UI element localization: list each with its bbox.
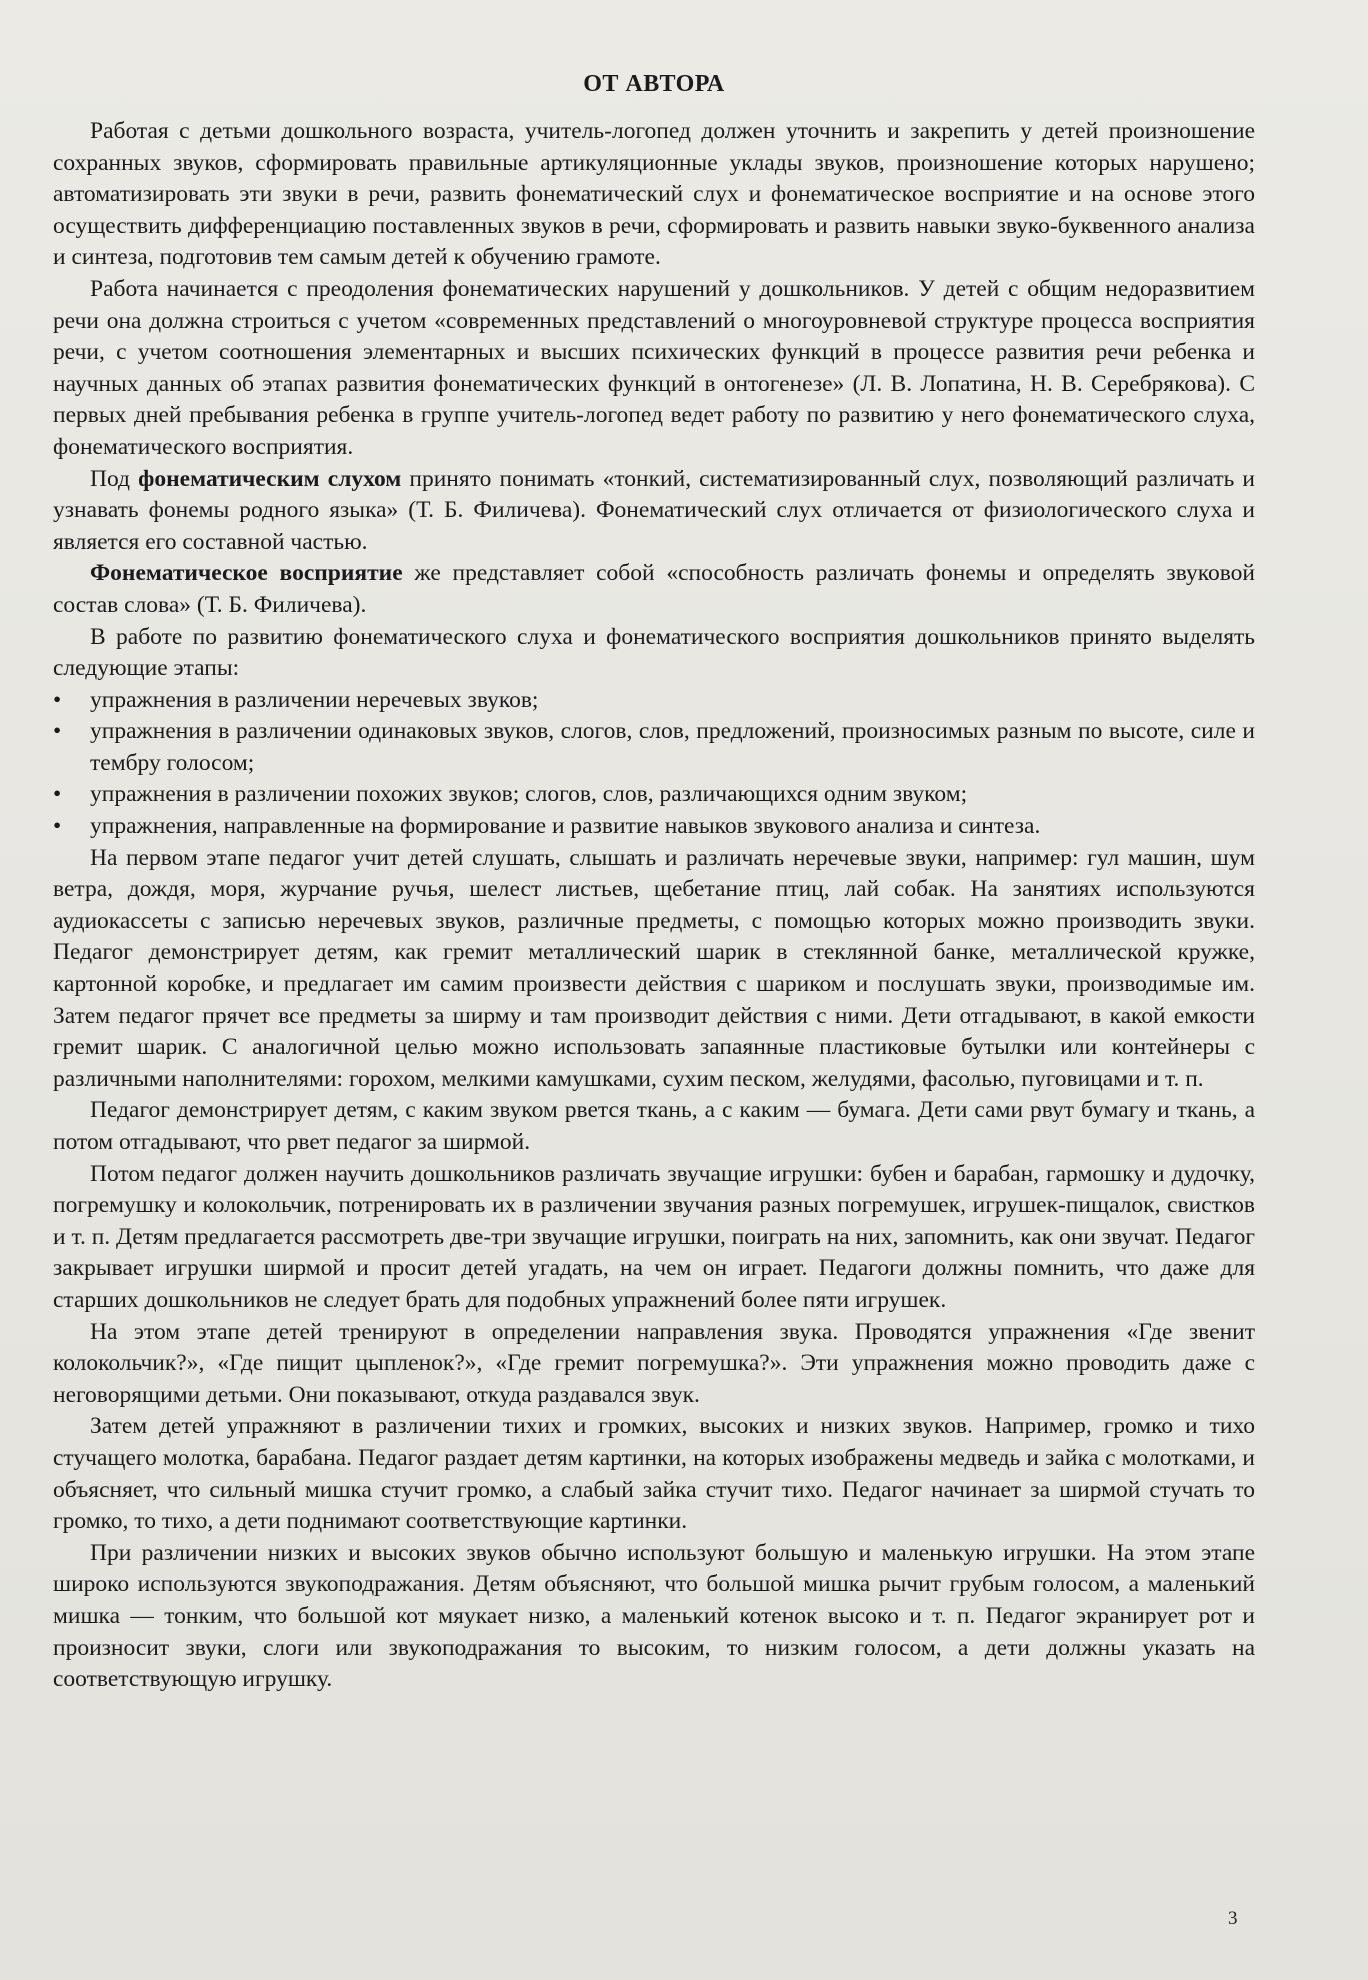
paragraph-direction: На этом этапе детей тренируют в определении направления звука. Проводятся упражнения «Где звенит колокольчик?», «Где пищит цыпленок?», «Где гремит погремушка?». Эти упражнения можно проводить даже с неговорящими детьми. Они показывают, откуда раздавался звук. bbox=[53, 1318, 1255, 1408]
page-content bbox=[53, 62, 1255, 1696]
term-phonemic-hearing: фонематическим слухом bbox=[138, 465, 402, 492]
list-item bbox=[53, 716, 1255, 779]
list-item bbox=[53, 685, 1255, 717]
perception-definition: же представляет собой «способность различать фонемы и определять звуковой состав слова» (Т. Б. Филичева). bbox=[53, 560, 1255, 618]
list-item-text: упражнения в различении похожих звуков; слогов, слов, различающихся одним звуком; bbox=[90, 781, 968, 808]
list-item-text: упражнения в различении одинаковых звуков, слогов, слов, предложений, произносимых разным по высоте, силе и тембру голосом; bbox=[90, 718, 1255, 776]
paragraph-loud-quiet: Затем детей упражняют в различении тихих и громких, высоких и низких звуков. Например, громко и тихо стучащего молотка, барабана. Педагог раздает детям картинки, на которых изображены медведь и зайка с молотками, и объясняет, что сильный мишка стучит громко, а слабый зайка стучит тихо. Педагог начинает за ширмой стучать то громко, то тихо, а дети поднимают соответствующие картинки. bbox=[53, 1413, 1255, 1535]
page-number: 3 bbox=[1228, 1908, 1238, 1929]
list-item-text: упражнения, направленные на формирование и развитие навыков звукового анализа и синтеза. bbox=[90, 813, 1041, 840]
term-phonemic-perception: Фонематическое восприятие bbox=[90, 560, 403, 587]
paragraph-stages-intro: В работе по развитию фонематического слуха и фонематического восприятия дошкольников принято выделять следующие этапы: bbox=[53, 623, 1255, 682]
paragraph-intro: Работая с детьми дошкольного возраста, учитель-логопед должен уточнить и закрепить у детей произношение сохранных звуков, сформировать правильные артикуляционные уклады звуков, произношение которых нарушено; автоматизировать эти звуки в речи, развить фонематический слух и фонематическое восприятие и на основе этого осуществить дифференциацию поставленных звуков в речи, сформировать и развить навыки звуко-буквенного анализа и синтеза, подготовив тем самым детей к обучению грамоте. bbox=[53, 118, 1255, 271]
paragraph-tearing: Педагог демонстрирует детям, с каким звуком рвется ткань, а с каким — бумага. Дети сами рвут бумагу и ткань, а потом отгадывают, что рвет педагог за ширмой. bbox=[53, 1097, 1255, 1155]
paragraph-perception bbox=[53, 558, 1255, 621]
hearing-lead: Под bbox=[90, 465, 131, 492]
bullet-icon: • bbox=[53, 781, 62, 808]
page-title: ОТ АВТОРА bbox=[583, 71, 725, 97]
paragraph-high-low: При различении низких и высоких звуков обычно используют большую и маленькую игрушки. На этом этапе широко используются звукоподражания. Детям объясняют, что большой мишка рычит грубым голосом, а маленький мишка — тонким, что большой кот мяукает низко, а маленький котенок высоко и т. п. Педагог экранирует рот и произносит звуки, слоги или звукоподражания то высоким, то низким голосом, а дети должны указать на соответствующую игрушку. bbox=[53, 1539, 1255, 1693]
paragraph-work: Работа начинается с преодоления фонематических нарушений у дошкольников. У детей с общим недоразвитием речи она должна строиться с учетом «современных представлений о многоуровневой структуре процесса восприятия речи, с учетом соотношения элементарных и высших психических функций в процессе развития речи ребенка и научных данных об этапах развития фонематических функций в онтогенезе» (Л. В. Лопатина, Н. В. Серебрякова). С первых дней пребывания ребенка в группе учитель-логопед ведет работу по развитию у него фонематического слуха, фонематического восприятия. bbox=[53, 275, 1255, 460]
bullet-icon: • bbox=[53, 686, 62, 713]
paragraph-toys: Потом педагог должен научить дошкольников различать звучащие игрушки: бубен и барабан, гармошку и дудочку, погремушку и колокольчик, потренировать их в различении звучания разных погремушек, игрушек-пищалок, свистков и т. п. Детям предлагается рассмотреть две-три звучащие игрушки, поиграть на них, запомнить, как они звучат. Педагог закрывает игрушки ширмой и просит детей угадать, на чем он играет. Педагоги должны помнить, что даже для старших дошкольников не следует брать для подобных упражнений более пяти игрушек. bbox=[53, 1160, 1255, 1313]
paragraph-hearing bbox=[53, 464, 1255, 559]
list-item-text: упражнения в различении неречевых звуков; bbox=[90, 686, 539, 713]
list-item bbox=[53, 779, 1255, 811]
bullet-icon: • bbox=[53, 718, 62, 745]
paragraph-first-stage: На первом этапе педагог учит детей слушать, слышать и различать неречевые звуки, например: гул машин, шум ветра, дождя, моря, журчание ручья, шелест листьев, щебетание птиц, лай собак. На занятиях используются аудиокассеты с записью неречевых звуков, различные предметы, с помощью которых можно производить звуки. Педагог демонстрирует детям, как гремит металлический шарик в стеклянной банке, металлической кружке, картонной коробке, и предлагает им самим произвести действия с шариком и послушать звуки, производимые им. Затем педагог прячет все предметы за ширму и там производит действия с ними. Дети отгадывают, в какой емкости гремит шарик. С аналогичной целью можно использовать запаянные пластиковые бутылки или контейнеры с различными наполнителями: горохом, мелкими камушками, сухим песком, желудями, фасолью, пуговицами и т. п. bbox=[53, 844, 1255, 1092]
stages-list bbox=[53, 685, 1255, 843]
bullet-icon: • bbox=[53, 813, 62, 840]
hearing-definition: принято понимать «тонкий, систематизированный слух, позволяющий различать и узнавать фонемы родного языка» (Т. Б. Филичева). Фонематический слух отличается от физиологического слуха и является его составной частью. bbox=[53, 465, 1256, 555]
list-item bbox=[53, 811, 1255, 843]
